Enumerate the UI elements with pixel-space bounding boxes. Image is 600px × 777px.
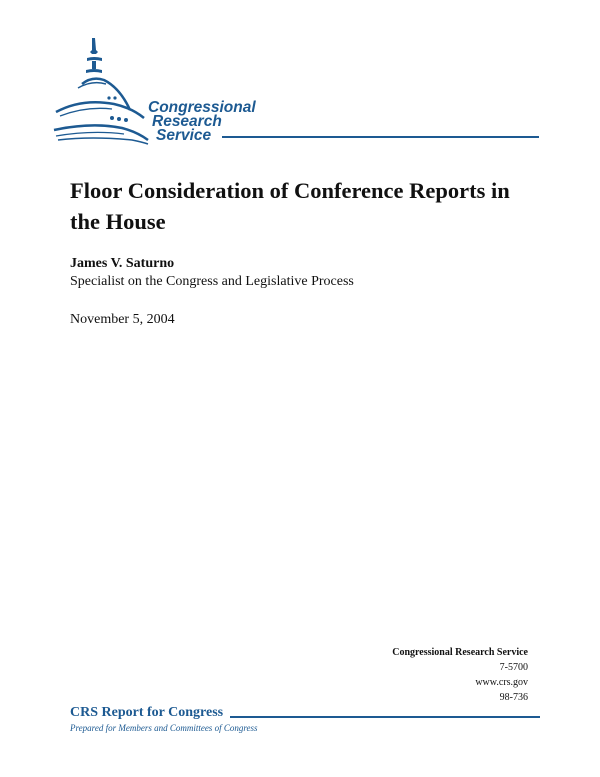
capitol-dome-icon <box>52 36 152 146</box>
header-rule <box>222 136 539 138</box>
logo-line-3: Service <box>156 127 212 144</box>
document-date: November 5, 2004 <box>70 312 175 327</box>
report-info-block <box>392 645 528 705</box>
info-phone-code: 7-5700 <box>499 662 528 673</box>
logo-line-2: Research <box>152 113 222 130</box>
info-report-number: 98-736 <box>499 692 528 703</box>
author-role: Specialist on the Congress and Legislative Process <box>70 274 354 289</box>
info-website-link[interactable]: www.crs.gov <box>475 677 528 688</box>
footer-subtitle: Prepared for Members and Committees of Congress <box>70 723 258 733</box>
footer-title: CRS Report for Congress <box>70 705 224 720</box>
author-name: James V. Saturno <box>70 256 175 271</box>
document-title: Floor Consideration of Conference Reports in the House <box>70 178 510 234</box>
footer-rule <box>230 716 540 718</box>
info-organization: Congressional Research Service <box>392 647 528 658</box>
logo-line-1: Congressional <box>148 99 256 116</box>
